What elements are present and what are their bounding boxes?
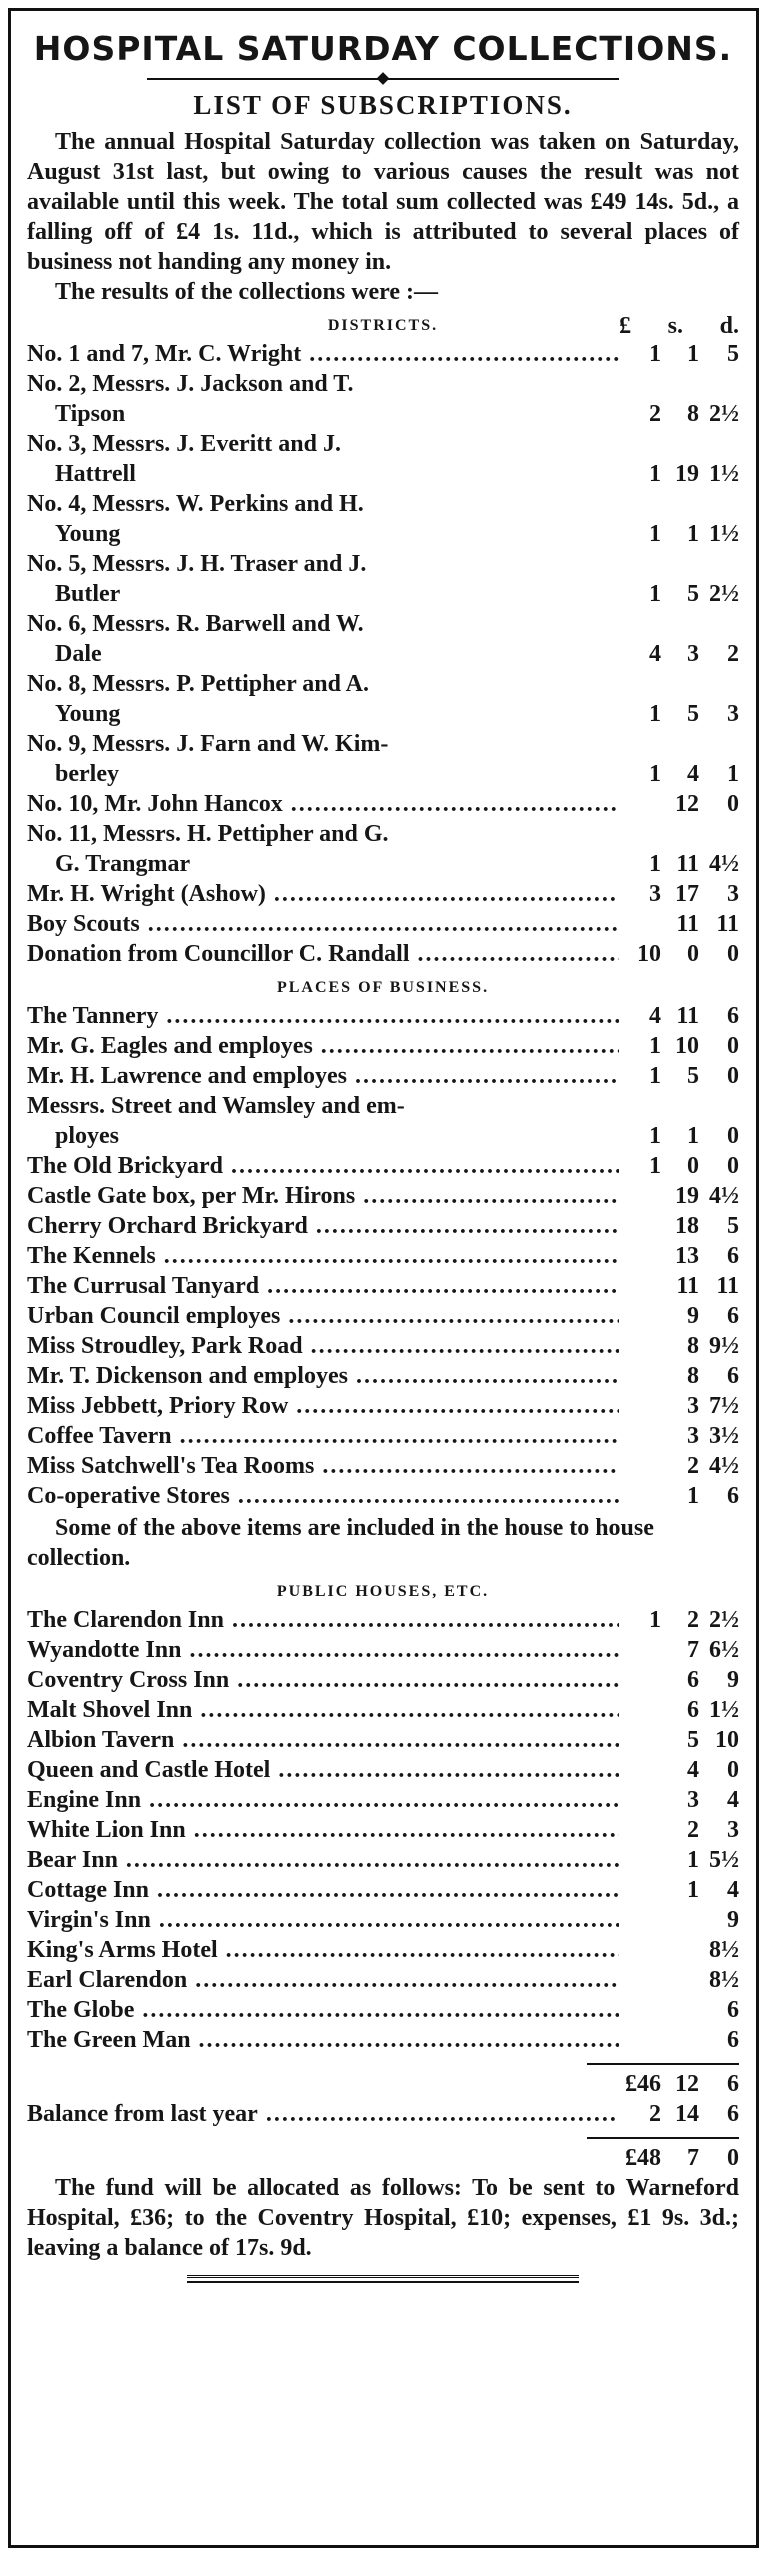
entry-row <box>27 549 739 609</box>
entry-row <box>27 1965 739 1995</box>
entry-name <box>27 429 619 489</box>
entry-row <box>27 609 739 669</box>
entry-pence: 4 <box>727 1877 739 1903</box>
grand-total-row <box>27 2143 739 2173</box>
entry-pounds: 1 <box>649 1033 661 1059</box>
entry-shillings: 0 <box>687 941 699 967</box>
entry-pounds: 1 <box>649 521 661 547</box>
entry-shillings: 18 <box>675 1213 699 1239</box>
intro-paragraph: The annual Hospital Saturday collection was taken on Saturday, August 31st last, but owing to various causes the result was not available until this week. The total sum collected was £49 14s. 5d., a falling off of £4 1s. 11d., which is attributed to several places of business not handing any money in. <box>27 129 739 275</box>
entry-row <box>27 1061 739 1091</box>
subtotal-pence: 6 <box>727 2071 739 2097</box>
entry-pence: 2½ <box>709 401 739 427</box>
entry-shillings <box>661 1935 699 1965</box>
entry-name: No. 10, Mr. John Hancox ..... <box>27 789 619 819</box>
entry-shillings: 11 <box>676 851 699 877</box>
entry-pence: 0 <box>727 1063 739 1089</box>
entry-pence: 1 <box>727 761 739 787</box>
entry-name: Wyandotte Inn ..... <box>27 1635 619 1665</box>
entry-name-continuation: ployes <box>55 1123 120 1149</box>
balance-label: Balance from last year ..... <box>27 2099 619 2129</box>
entry-pounds <box>627 1451 661 1481</box>
grand-total-shillings: 7 <box>687 2145 699 2171</box>
entry-pence: 6 <box>727 1997 739 2023</box>
entry-shillings: 1 <box>687 1847 699 1873</box>
entry-shillings: 3 <box>687 1787 699 1813</box>
entry-pence: 6 <box>727 1243 739 1269</box>
entry-pounds <box>627 909 661 939</box>
entry-shillings: 9 <box>687 1303 699 1329</box>
entry-shillings: 2 <box>687 1817 699 1843</box>
entry-pounds <box>627 789 661 819</box>
entry-shillings: 8 <box>687 1333 699 1359</box>
entry-pounds <box>627 1785 661 1815</box>
entry-row <box>27 819 739 879</box>
section-title: PLACES OF BUSINESS. <box>276 979 490 996</box>
entry-name: King's Arms Hotel ..... <box>27 1935 619 1965</box>
entry-name: Bear Inn ..... <box>27 1845 619 1875</box>
entry-row <box>27 1151 739 1181</box>
balance-pence: 6 <box>727 2101 739 2127</box>
entry-pounds <box>627 1815 661 1845</box>
entry-shillings: 11 <box>676 1273 699 1299</box>
article-subheading: LIST OF SUBSCRIPTIONS. <box>193 90 573 120</box>
entry-pence: 0 <box>727 1123 739 1149</box>
entry-row <box>27 1451 739 1481</box>
entry-pounds <box>627 1725 661 1755</box>
entry-row <box>27 1635 739 1665</box>
entry-shillings: 3 <box>687 641 699 667</box>
entry-pounds: 1 <box>649 1607 661 1633</box>
entry-name: The Green Man ..... <box>27 2025 619 2055</box>
balance-row <box>27 2099 739 2129</box>
entry-name: Cherry Orchard Brickyard ..... <box>27 1211 619 1241</box>
entry-name: Malt Shovel Inn ..... <box>27 1695 619 1725</box>
entry-name: Coffee Tavern ..... <box>27 1421 619 1451</box>
entry-pence: 0 <box>727 1153 739 1179</box>
entry-pence: 9 <box>727 1667 739 1693</box>
entry-row <box>27 1935 739 1965</box>
entry-name-line: No. 4, Messrs. W. Perkins and H. <box>27 491 364 517</box>
shillings-header: s. <box>667 313 683 339</box>
entry-pounds: 1 <box>649 341 661 367</box>
entry-pounds <box>627 1421 661 1451</box>
entry-pounds: 1 <box>649 761 661 787</box>
grand-total-pence: 0 <box>727 2145 739 2171</box>
public-houses-list <box>27 1605 739 2055</box>
entry-name: Mr. H. Wright (Ashow) ..... <box>27 879 619 909</box>
entry-pounds <box>627 1875 661 1905</box>
entry-row <box>27 669 739 729</box>
entry-name-line: No. 6, Messrs. R. Barwell and W. <box>27 611 364 637</box>
entry-shillings: 4 <box>687 761 699 787</box>
entry-pence: 4½ <box>709 1183 739 1209</box>
entry-row <box>27 1331 739 1361</box>
entry-pence: 8½ <box>709 1937 739 1963</box>
entry-shillings <box>661 1995 699 2025</box>
entry-name: Miss Stroudley, Park Road ..... <box>27 1331 619 1361</box>
subtotal-rule <box>587 2063 739 2065</box>
entry-pounds <box>627 1391 661 1421</box>
entry-pence: 5½ <box>709 1847 739 1873</box>
balance-pounds: 2 <box>649 2101 661 2127</box>
entry-row <box>27 1091 739 1151</box>
entry-pounds: 1 <box>649 851 661 877</box>
business-note: Some of the above items are included in the house to house collection. <box>27 1515 654 1571</box>
entry-name <box>27 609 619 669</box>
entry-row <box>27 1785 739 1815</box>
grand-total-rule <box>587 2137 739 2139</box>
entry-row <box>27 489 739 549</box>
entry-name <box>27 729 619 789</box>
entry-name: Coventry Cross Inn ..... <box>27 1665 619 1695</box>
entry-name: Donation from Councillor C. Randall ..... <box>27 939 619 969</box>
entry-pounds <box>627 1665 661 1695</box>
entry-pounds: 3 <box>649 881 661 907</box>
subtotal-shillings: 12 <box>675 2071 699 2097</box>
entry-pounds <box>627 1361 661 1391</box>
entry-row <box>27 1695 739 1725</box>
entry-row <box>27 1605 739 1635</box>
entry-row <box>27 1815 739 1845</box>
entry-name: The Tannery ..... <box>27 1001 619 1031</box>
entry-pence: 1½ <box>709 461 739 487</box>
entry-name: Mr. T. Dickenson and employes ..... <box>27 1361 619 1391</box>
entry-name: Urban Council employes ..... <box>27 1301 619 1331</box>
entry-row <box>27 909 739 939</box>
article-heading: HOSPITAL SATURDAY COLLECTIONS. <box>33 29 733 68</box>
entry-row <box>27 1301 739 1331</box>
entry-shillings: 19 <box>675 461 699 487</box>
entry-pounds: 1 <box>649 1063 661 1089</box>
entry-row <box>27 879 739 909</box>
entry-name-continuation: G. Trangmar <box>55 851 191 877</box>
entry-pence: 4½ <box>709 851 739 877</box>
entry-shillings: 1 <box>687 1483 699 1509</box>
entry-name <box>27 489 619 549</box>
entry-name-continuation: Young <box>55 701 121 727</box>
entry-pence: 2 <box>727 641 739 667</box>
entry-shillings: 1 <box>687 1123 699 1149</box>
business-list <box>27 1001 739 1511</box>
closing-rule <box>187 2275 579 2283</box>
entry-pence: 6 <box>727 1303 739 1329</box>
entry-row <box>27 1391 739 1421</box>
entry-shillings <box>661 1965 699 1995</box>
entry-name: Queen and Castle Hotel ..... <box>27 1755 619 1785</box>
entry-row <box>27 429 739 489</box>
results-intro: The results of the collections were :— <box>55 279 439 305</box>
entry-pence: 9½ <box>709 1333 739 1359</box>
entry-pence: 3½ <box>709 1423 739 1449</box>
entry-pence: 5 <box>727 1213 739 1239</box>
entry-pence: 2½ <box>709 1607 739 1633</box>
entry-name: Mr. G. Eagles and employes ..... <box>27 1031 619 1061</box>
entry-pounds <box>627 1211 661 1241</box>
entry-pence: 4½ <box>709 1453 739 1479</box>
entry-pounds <box>627 1755 661 1785</box>
entry-row <box>27 1361 739 1391</box>
entry-name <box>27 369 619 429</box>
entry-pence: 0 <box>727 941 739 967</box>
entry-pence: 2½ <box>709 581 739 607</box>
entry-row <box>27 1905 739 1935</box>
entry-shillings: 3 <box>687 1423 699 1449</box>
entry-pence: 3 <box>727 701 739 727</box>
entry-name <box>27 549 619 609</box>
entry-name: Earl Clarendon ..... <box>27 1965 619 1995</box>
entry-pounds <box>627 1995 661 2025</box>
entry-name: Miss Satchwell's Tea Rooms ..... <box>27 1451 619 1481</box>
clipping-frame <box>8 8 759 2548</box>
entry-shillings: 1 <box>687 1877 699 1903</box>
entry-shillings: 5 <box>687 701 699 727</box>
entry-name-line: No. 2, Messrs. J. Jackson and T. <box>27 371 354 397</box>
entry-row <box>27 1421 739 1451</box>
entry-pence: 6 <box>727 1483 739 1509</box>
entry-row <box>27 1181 739 1211</box>
entry-name <box>27 669 619 729</box>
entry-name-line: No. 8, Messrs. P. Pettipher and A. <box>27 671 369 697</box>
entry-shillings: 10 <box>675 1033 699 1059</box>
entry-pounds <box>627 1331 661 1361</box>
entry-pence: 11 <box>716 911 739 937</box>
entry-name-line: No. 11, Messrs. H. Pettipher and G. <box>27 821 389 847</box>
entry-pence: 10 <box>715 1727 739 1753</box>
entry-name: Boy Scouts ..... <box>27 909 619 939</box>
pounds-header: £ <box>619 313 631 339</box>
entry-row <box>27 1755 739 1785</box>
entry-pounds: 1 <box>649 461 661 487</box>
entry-pence: 0 <box>727 1757 739 1783</box>
balance-shillings: 14 <box>675 2101 699 2127</box>
entry-row <box>27 789 739 819</box>
entry-row <box>27 1271 739 1301</box>
currency-headers <box>619 313 739 340</box>
entry-pounds <box>627 1935 661 1965</box>
entry-pence: 5 <box>727 341 739 367</box>
entry-shillings: 8 <box>687 401 699 427</box>
entry-pence: 6½ <box>709 1637 739 1663</box>
entry-row <box>27 1725 739 1755</box>
entry-row <box>27 339 739 369</box>
entry-pence: 6 <box>727 2027 739 2053</box>
entry-shillings: 11 <box>676 1003 699 1029</box>
entry-shillings: 6 <box>687 1697 699 1723</box>
entry-name <box>27 1091 619 1151</box>
section-business <box>27 979 739 997</box>
entry-pence: 9 <box>727 1907 739 1933</box>
entry-shillings: 5 <box>687 1727 699 1753</box>
entry-pounds <box>627 1271 661 1301</box>
entry-row <box>27 1001 739 1031</box>
entry-pounds: 4 <box>649 1003 661 1029</box>
entry-pounds: 1 <box>649 701 661 727</box>
entry-name: Castle Gate box, per Mr. Hirons ..... <box>27 1181 619 1211</box>
entry-shillings: 3 <box>687 1393 699 1419</box>
entry-row <box>27 1481 739 1511</box>
entry-pounds <box>627 2025 661 2055</box>
section-title: PUBLIC HOUSES, ETC. <box>276 1583 490 1600</box>
entry-row <box>27 1211 739 1241</box>
allocation-paragraph: The fund will be allocated as follows: To be sent to Warneford Hospital, £36; to the Coventry Hospital, £10; expenses, £1 9s. 3d.; leaving a balance of 17s. 9d. <box>27 2175 739 2261</box>
entry-name-line: Messrs. Street and Wamsley and em- <box>27 1093 405 1119</box>
grand-total-pounds: £48 <box>625 2145 661 2171</box>
entry-pence: 1½ <box>709 1697 739 1723</box>
entry-pounds <box>627 1965 661 1995</box>
entry-pence: 0 <box>727 791 739 817</box>
entry-pence: 3 <box>727 1817 739 1843</box>
entry-shillings: 19 <box>675 1183 699 1209</box>
entry-pounds: 2 <box>649 401 661 427</box>
entry-shillings: 0 <box>687 1153 699 1179</box>
entry-shillings: 13 <box>675 1243 699 1269</box>
entry-name-line: No. 9, Messrs. J. Farn and W. Kim- <box>27 731 389 757</box>
entry-name-continuation: berley <box>55 761 119 787</box>
entry-shillings <box>661 2025 699 2055</box>
entry-name: The Currusal Tanyard ..... <box>27 1271 619 1301</box>
entry-name-continuation: Dale <box>55 641 102 667</box>
entry-pence: 8½ <box>709 1967 739 1993</box>
subtotal-pounds: £46 <box>625 2071 661 2097</box>
entry-pounds <box>627 1481 661 1511</box>
entry-shillings: 7 <box>687 1637 699 1663</box>
entry-name <box>27 819 619 879</box>
entry-pounds <box>627 1635 661 1665</box>
entry-shillings: 1 <box>687 521 699 547</box>
entry-shillings: 6 <box>687 1667 699 1693</box>
ornamental-rule <box>147 74 619 84</box>
entry-shillings: 5 <box>687 1063 699 1089</box>
entry-row <box>27 1995 739 2025</box>
entry-name: Miss Jebbett, Priory Row ..... <box>27 1391 619 1421</box>
entry-name-continuation: Butler <box>55 581 121 607</box>
entry-pence: 6 <box>727 1003 739 1029</box>
entry-pounds <box>627 1241 661 1271</box>
entry-name: The Kennels ..... <box>27 1241 619 1271</box>
entry-pounds <box>627 1301 661 1331</box>
entry-name: The Old Brickyard ..... <box>27 1151 619 1181</box>
entry-shillings: 12 <box>675 791 699 817</box>
entry-row <box>27 1665 739 1695</box>
entry-name-continuation: Young <box>55 521 121 547</box>
entry-pounds: 1 <box>649 1153 661 1179</box>
entry-row <box>27 1241 739 1271</box>
entry-name: No. 1 and 7, Mr. C. Wright ..... <box>27 339 619 369</box>
entry-pence: 1½ <box>709 521 739 547</box>
entry-row <box>27 1845 739 1875</box>
entry-name-continuation: Tipson <box>55 401 126 427</box>
pence-header: d. <box>719 313 739 339</box>
section-public-houses <box>27 1583 739 1601</box>
entry-pounds <box>627 1695 661 1725</box>
entry-pounds: 1 <box>649 1123 661 1149</box>
entry-shillings: 2 <box>687 1607 699 1633</box>
entry-pence: 4 <box>727 1787 739 1813</box>
entry-row <box>27 1031 739 1061</box>
entry-name-line: No. 3, Messrs. J. Everitt and J. <box>27 431 341 457</box>
entry-shillings: 4 <box>687 1757 699 1783</box>
entry-name-continuation: Hattrell <box>55 461 136 487</box>
entry-name: Cottage Inn ..... <box>27 1875 619 1905</box>
entry-name-line: No. 5, Messrs. J. H. Traser and J. <box>27 551 367 577</box>
entry-row <box>27 729 739 789</box>
entry-pence: 11 <box>716 1273 739 1299</box>
entry-pounds <box>627 1905 661 1935</box>
entry-pounds <box>627 1181 661 1211</box>
entry-pounds <box>627 1845 661 1875</box>
entry-shillings: 8 <box>687 1363 699 1389</box>
entry-shillings: 11 <box>676 911 699 937</box>
entry-pounds: 4 <box>649 641 661 667</box>
entry-row <box>27 1875 739 1905</box>
entry-row <box>27 369 739 429</box>
entry-pounds: 1 <box>649 581 661 607</box>
entry-name: Engine Inn ..... <box>27 1785 619 1815</box>
entry-shillings: 17 <box>675 881 699 907</box>
entry-shillings: 5 <box>687 581 699 607</box>
entry-shillings: 2 <box>687 1453 699 1479</box>
entry-shillings: 1 <box>687 341 699 367</box>
entry-name: The Globe ..... <box>27 1995 619 2025</box>
entry-row <box>27 939 739 969</box>
entry-name: White Lion Inn ..... <box>27 1815 619 1845</box>
diamond-ornament-icon <box>377 72 390 85</box>
section-districts <box>27 313 739 339</box>
entry-name: Co-operative Stores ..... <box>27 1481 619 1511</box>
entry-pence: 6 <box>727 1363 739 1389</box>
subtotal-row <box>27 2069 739 2099</box>
entry-name: The Clarendon Inn ..... <box>27 1605 619 1635</box>
entry-pounds: 10 <box>637 941 661 967</box>
entry-pence: 3 <box>727 881 739 907</box>
entry-shillings <box>661 1905 699 1935</box>
entry-pence: 7½ <box>709 1393 739 1419</box>
entry-name: Mr. H. Lawrence and employes ..... <box>27 1061 619 1091</box>
districts-list <box>27 339 739 969</box>
section-title: DISTRICTS. <box>327 317 439 334</box>
entry-name: Albion Tavern ..... <box>27 1725 619 1755</box>
entry-name: Virgin's Inn ..... <box>27 1905 619 1935</box>
article <box>27 23 739 2283</box>
entry-pence: 0 <box>727 1033 739 1059</box>
entry-row <box>27 2025 739 2055</box>
